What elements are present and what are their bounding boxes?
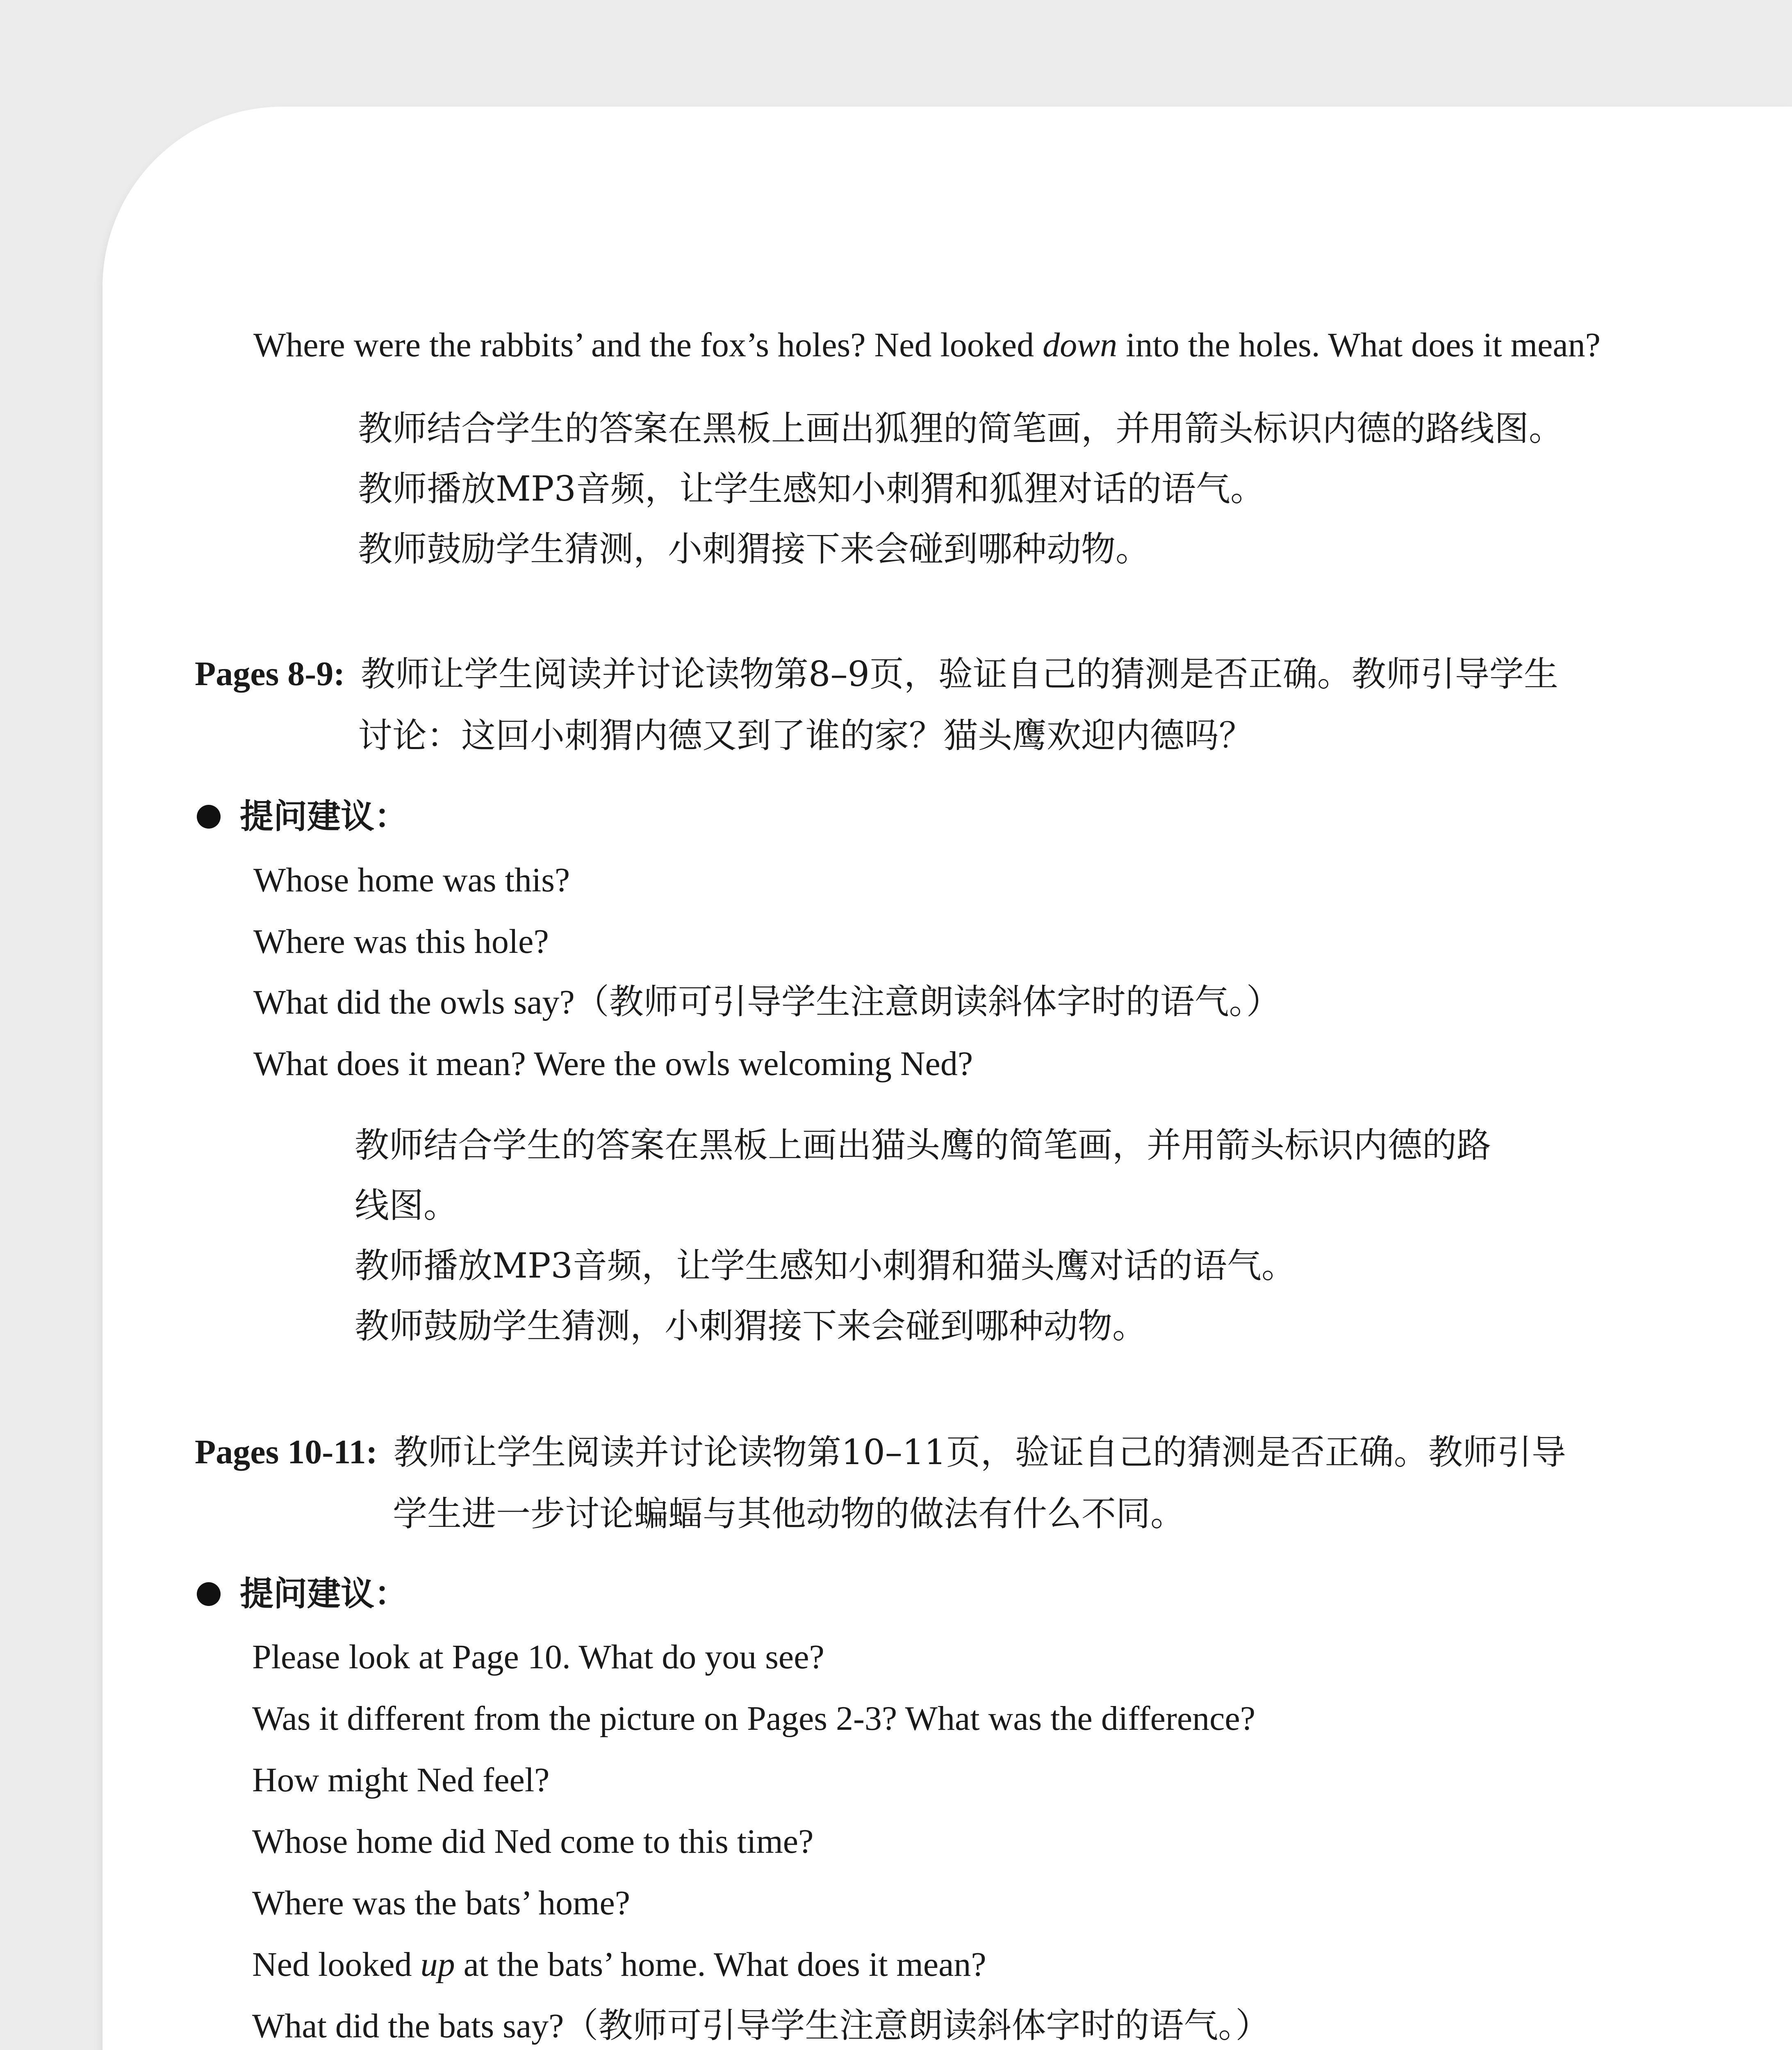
note-text: 教师结合学生的答案在黑板上画出猫头鹰的简笔画，并用箭头标识内德的路: [355, 1125, 1491, 1165]
note-text: 教师播放MP3音频，让学生感知小刺猬和狐狸对话的语气。: [358, 469, 1265, 509]
intro-question-text-2: into the holes. What does it mean?: [1117, 326, 1601, 364]
question-text: Whose home did Ned come to this time?: [252, 1822, 814, 1861]
note-text: 教师播放MP3音频，让学生感知小刺猬和猫头鹰对话的语气。: [355, 1246, 1296, 1286]
section-label-pages-10-11: Pages 10-11:: [195, 1433, 378, 1471]
question-text: Whose home was this?: [253, 861, 570, 899]
intro-question-italic: down: [1043, 326, 1118, 364]
question-up: [252, 1947, 986, 1982]
intro-question-text-1: Where were the rabbits’ and the fox’s holes? Ned looked: [253, 326, 1043, 364]
section-text: 学生进一步讨论蝙蝠与其他动物的做法有什么不同。: [393, 1494, 1185, 1534]
section-text: 教师让学生阅读并讨论读物第10–11页，验证自己的猜测是否正确。教师引导: [394, 1432, 1566, 1472]
note-text: 教师鼓励学生猜测，小刺猬接下来会碰到哪种动物。: [355, 1306, 1147, 1346]
suggestion-heading: 提问建议：: [240, 797, 408, 836]
question-up-text-2: at the bats’ home. What does it mean?: [455, 1945, 986, 1984]
question-text: What does it mean? Were the owls welcoming Ned?: [253, 1045, 973, 1083]
question-up-text-1: Ned looked: [252, 1945, 421, 1984]
question-up-italic: up: [420, 1945, 455, 1984]
section-text: 讨论：这回小刺猬内德又到了谁的家？猫头鹰欢迎内德吗？: [358, 715, 1254, 756]
note-text: 线图。: [355, 1185, 458, 1225]
question-text: Please look at Page 10. What do you see?: [252, 1638, 824, 1676]
question-text: Was it different from the picture on Pages 2-3? What was the difference?: [252, 1699, 1255, 1738]
note-text: 教师鼓励学生猜测，小刺猬接下来会碰到哪种动物。: [358, 529, 1150, 569]
bullet-icon: [197, 1582, 221, 1606]
suggestion-heading: 提问建议：: [240, 1574, 408, 1613]
question-text: Where was the bats’ home?: [252, 1884, 631, 1922]
question-text: Where was this hole?: [253, 922, 549, 961]
note-text: 教师结合学生的答案在黑板上画出狐狸的简笔画，并用箭头标识内德的路线图。: [358, 408, 1564, 449]
question-text: What did the bats say?（教师可引导学生注意朗读斜体字时的语气。）: [252, 2007, 1270, 2045]
bullet-icon: [197, 805, 221, 829]
intro-question: [253, 328, 1601, 362]
section-label-pages-8-9: Pages 8-9:: [195, 655, 345, 693]
question-text: What did the owls say?（教师可引导学生注意朗读斜体字时的语气。）: [253, 983, 1281, 1021]
question-text: How might Ned feel?: [252, 1761, 550, 1799]
section-text: 教师让学生阅读并讨论读物第8–9页，验证自己的猜测是否正确。教师引导学生: [361, 654, 1558, 694]
